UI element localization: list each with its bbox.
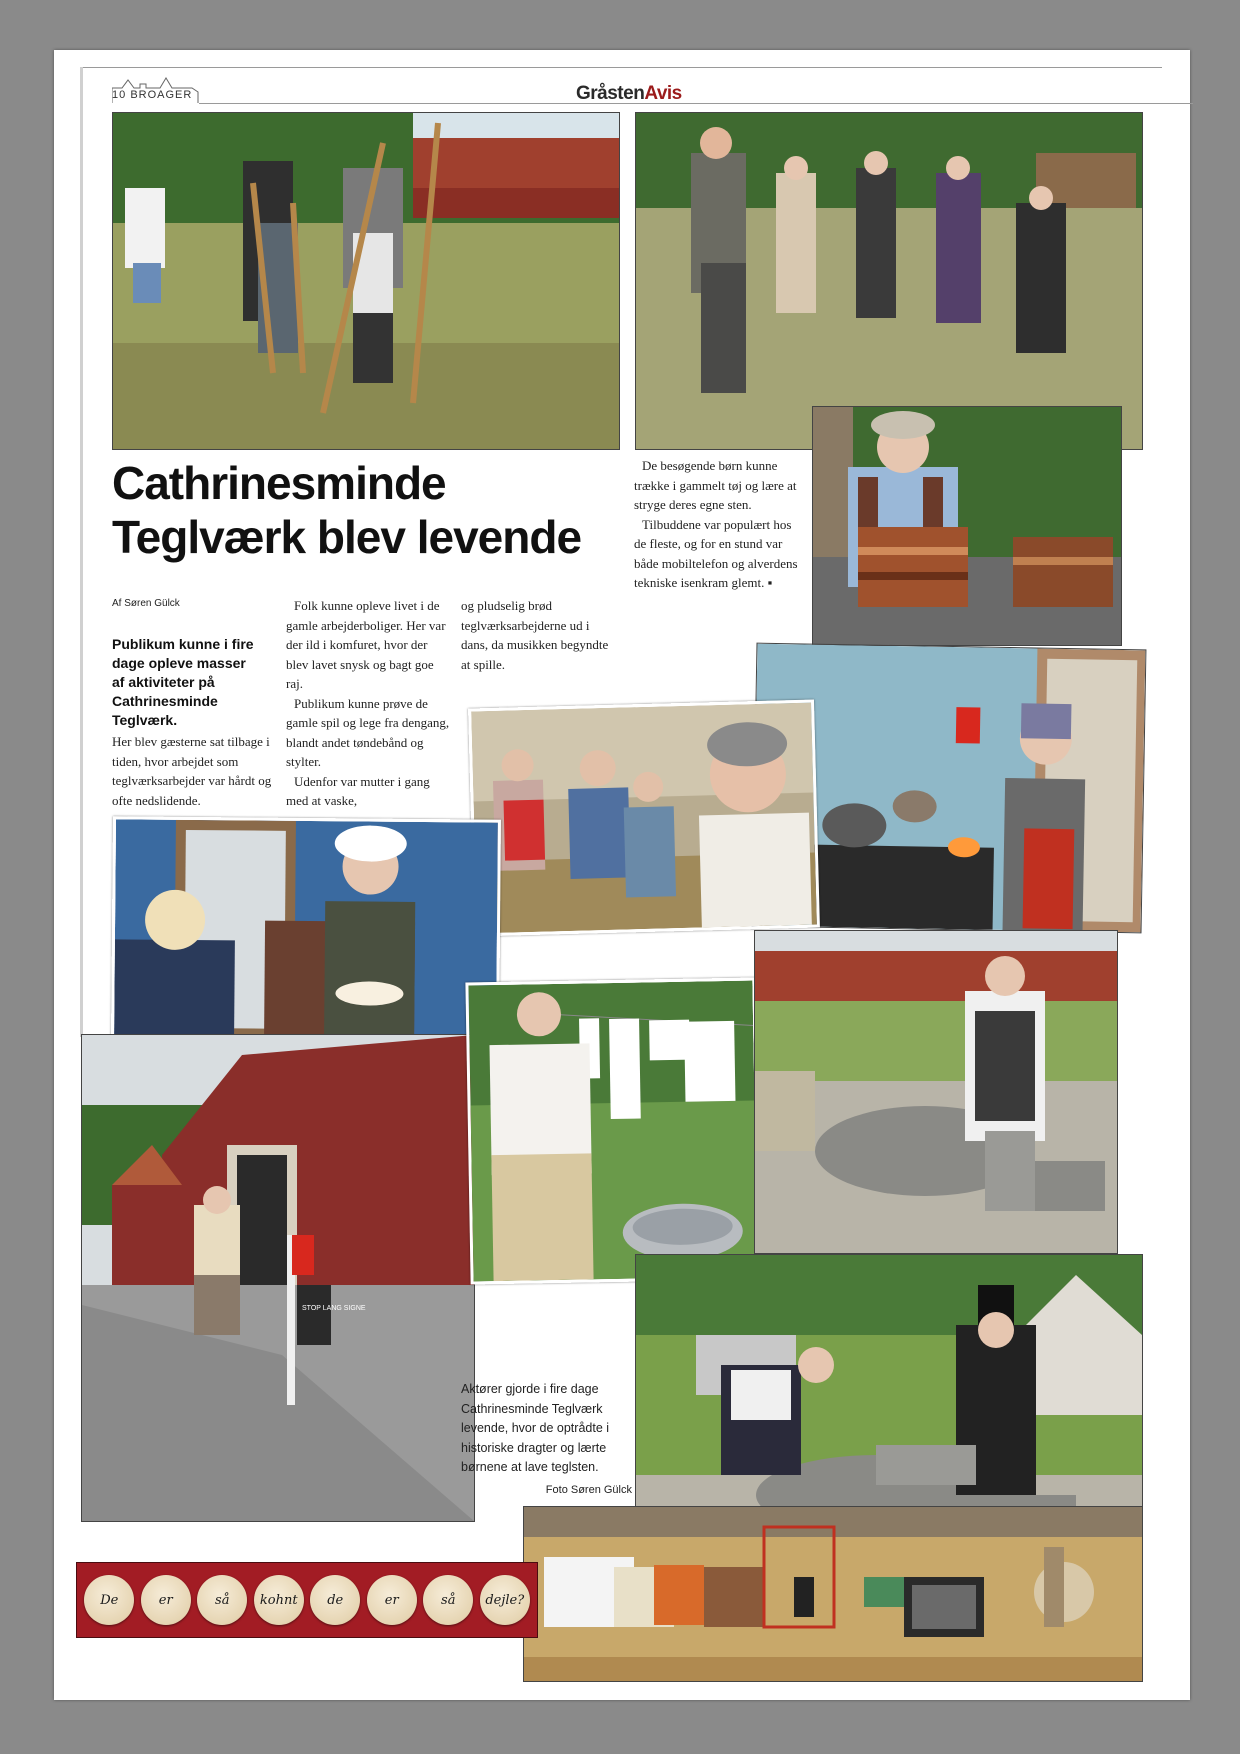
slogan-disc: dejle? bbox=[480, 1575, 530, 1625]
article-column-2 bbox=[286, 596, 451, 811]
article-column-1 bbox=[112, 732, 272, 810]
left-margin-rule bbox=[80, 67, 83, 1037]
slogan-disc: er bbox=[367, 1575, 417, 1625]
photo-dance bbox=[635, 112, 1143, 450]
paragraph: Folk kunne opleve livet i de gamle arbejderboliger. Her var der ild i komfuret, hvor der blev lavet snysk og bagt goe raj. bbox=[286, 598, 446, 691]
photo-laundry bbox=[465, 977, 760, 1284]
section-label: 10 BROAGER bbox=[112, 89, 193, 101]
photo-caption: Aktører gjorde i fire dage Cathrinesminde Teglværk levende, hvor de optrådte i historiske dragter og lærte børnene at lave teglsten. bbox=[461, 1382, 610, 1474]
header-rule bbox=[82, 67, 1162, 68]
slogan-disc: er bbox=[141, 1575, 191, 1625]
sign-text: STOP LANG SIGNE bbox=[302, 1305, 366, 1312]
article-column-4 bbox=[634, 456, 799, 593]
slogan-disc: så bbox=[423, 1575, 473, 1625]
photo-boy-bricks bbox=[812, 406, 1122, 646]
lead-paragraph: Publikum kunne i fire dage opleve masser af aktiviteter på Cathrinesminde Teglværk. bbox=[112, 636, 254, 728]
paragraph: Her blev gæsterne sat tilbage i tiden, hvor arbejdet som teglværksarbejder var hårdt og ofte nedslidende. bbox=[112, 734, 272, 808]
paragraph: og pludselig brød teglværksarbejderne ud i dans, da musikken begyndte at spille. bbox=[461, 598, 609, 672]
slogan-disc: De bbox=[84, 1575, 134, 1625]
masthead-logo: GråstenAvis bbox=[576, 83, 682, 104]
paragraph: Publikum kunne prøve de gamle spil og lege fra dengang, blandt andet tøndebånd og stylter. bbox=[286, 695, 450, 769]
newspaper-page bbox=[54, 50, 1190, 1700]
photo-school-desk bbox=[523, 1506, 1143, 1682]
photo-woman-plate bbox=[111, 816, 501, 1043]
photo-credit: Foto Søren Gülck bbox=[545, 1484, 632, 1496]
paragraph: Tilbuddene var populært hos de fleste, og for en stund var både mobiltelefon og alverdens tekniske isenkram glemt. ▪ bbox=[634, 516, 798, 590]
slogan-disc: så bbox=[197, 1575, 247, 1625]
photo-stilts bbox=[112, 112, 620, 450]
paragraph: Udenfor var mutter i gang med at vaske, bbox=[286, 773, 430, 808]
slogan-disc: de bbox=[310, 1575, 360, 1625]
photo-red-house bbox=[81, 1034, 475, 1522]
slogan-disc: kohnt bbox=[254, 1575, 304, 1625]
header-rule-right bbox=[199, 103, 1193, 104]
byline: Af Søren Gülck bbox=[112, 598, 180, 609]
article-headline: Cathrinesminde Teglværk blev levende bbox=[112, 457, 582, 563]
article-column-3 bbox=[461, 596, 611, 674]
paragraph: De besøgende børn kunne trække i gammelt tøj og lære at stryge deres egne sten. bbox=[634, 458, 797, 512]
photo-clay-mixing bbox=[754, 930, 1118, 1254]
slogan-disc-strip bbox=[76, 1562, 538, 1638]
photo-family-group bbox=[468, 700, 820, 937]
